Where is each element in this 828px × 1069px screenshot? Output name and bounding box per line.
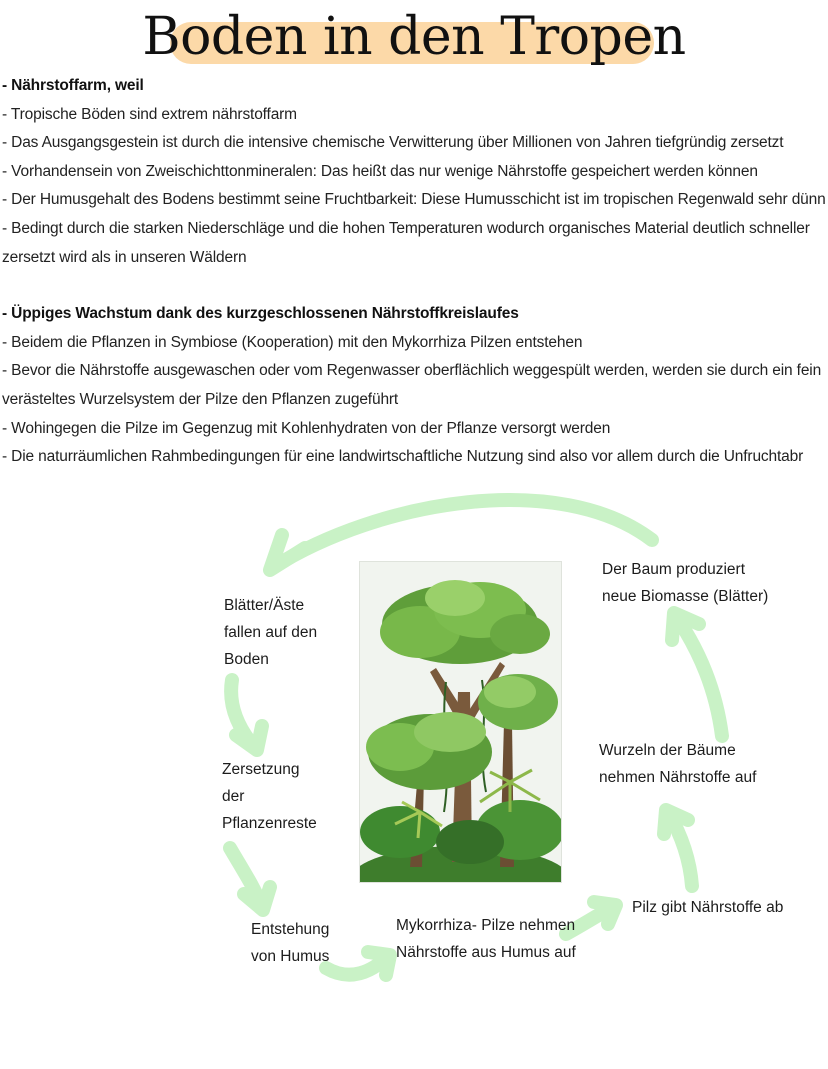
arrow-mycorrhiza-to-fungus xyxy=(566,906,614,934)
cycle-step-tree-produces: Der Baum produziert neue Biomasse (Blätter) xyxy=(602,561,769,605)
note-item: - Die naturräumlichen Rahmbedingungen für eine landwirtschaftliche Nutzung sind also vor allem durch die Unfruchtabr xyxy=(2,448,804,466)
rainforest-tree-illustration xyxy=(359,561,562,883)
section-gap xyxy=(2,272,822,300)
cycle-step-leaves-fall: Blätter/Äste fallen auf den Boden xyxy=(224,597,318,668)
arrow-head xyxy=(270,535,305,570)
arrow-humus-to-mycorrhiza xyxy=(326,956,388,975)
note-item: - Das Ausgangsgestein ist durch die intensive chemische Verwitterung über Millionen von Jahren tiefgründig zersetzt xyxy=(2,134,784,152)
note-item: - Der Humusgehalt des Bodens bestimmt seine Fruchtbarkeit: Diese Humusschicht ist im tropischen Regenwald sehr dünn xyxy=(2,191,826,209)
notes xyxy=(2,72,826,472)
arrow-head xyxy=(594,902,616,924)
note-item: - Tropische Böden sind extrem nährstoffarm xyxy=(2,105,297,123)
cycle-step-roots-absorb: Wurzeln der Bäume nehmen Nährstoffe auf xyxy=(599,742,757,786)
note-item: - Wohingegen die Pilze im Gegenzug mit Kohlenhydraten von der Pflanze versorgt werden xyxy=(2,419,611,437)
arrow-decomposition-to-humus xyxy=(230,848,262,908)
arrow-head xyxy=(244,887,270,910)
arrow-roots-to-biomass xyxy=(676,616,722,736)
page-title: Boden in den Tropen xyxy=(142,7,686,67)
section-heading-nutrient-cycle: - Üppiges Wachstum dank des kurzgeschlossenen Nährstoffkreislaufes xyxy=(2,305,519,323)
tree-icon xyxy=(360,562,561,882)
title-area xyxy=(0,4,828,76)
section-heading-nutrient-poor: - Nährstoffarm, weil xyxy=(2,77,144,94)
note-item: - Beidem die Pflanzen in Symbiose (Kooperation) mit den Mykorrhiza Pilzen entstehen xyxy=(2,333,583,351)
cycle-step-mycorrhiza: Mykorrhiza- Pilze nehmen Nährstoffe aus Humus auf xyxy=(396,917,576,961)
note-item: - Bevor die Nährstoffe ausgewaschen oder vom Regenwasser oberflächlich weggespült werden, werden sie durch ein fein verästeltes Wurzelsystem der Pilze den Pflanzen zugeführt xyxy=(2,362,822,408)
note-item: - Bedingt durch die starken Niederschläge und die hohen Temperaturen wodurch organisches Material deutlich schneller zersetzt wird als in unseren Wäldern xyxy=(2,219,810,266)
note-item: - Vorhandensein von Zweischichttonmineralen: Das heißt das nur wenige Nährstoffe gespeichert werden können xyxy=(2,162,758,180)
arrow-head xyxy=(672,613,699,640)
arrow-head xyxy=(664,810,688,834)
cycle-step-humus: Entstehung von Humus xyxy=(251,921,330,965)
arrow-biomass-to-leaves xyxy=(272,500,652,568)
arrow-head xyxy=(236,726,262,750)
cycle-step-decomposition: Zersetzung der Pflanzenreste xyxy=(222,761,317,832)
arrow-leaves-to-decomposition xyxy=(231,680,255,748)
arrow-fungus-to-roots xyxy=(668,812,692,886)
cycle-step-fungus-release: Pilz gibt Nährstoffe ab xyxy=(632,899,784,916)
arrow-head xyxy=(368,952,390,975)
